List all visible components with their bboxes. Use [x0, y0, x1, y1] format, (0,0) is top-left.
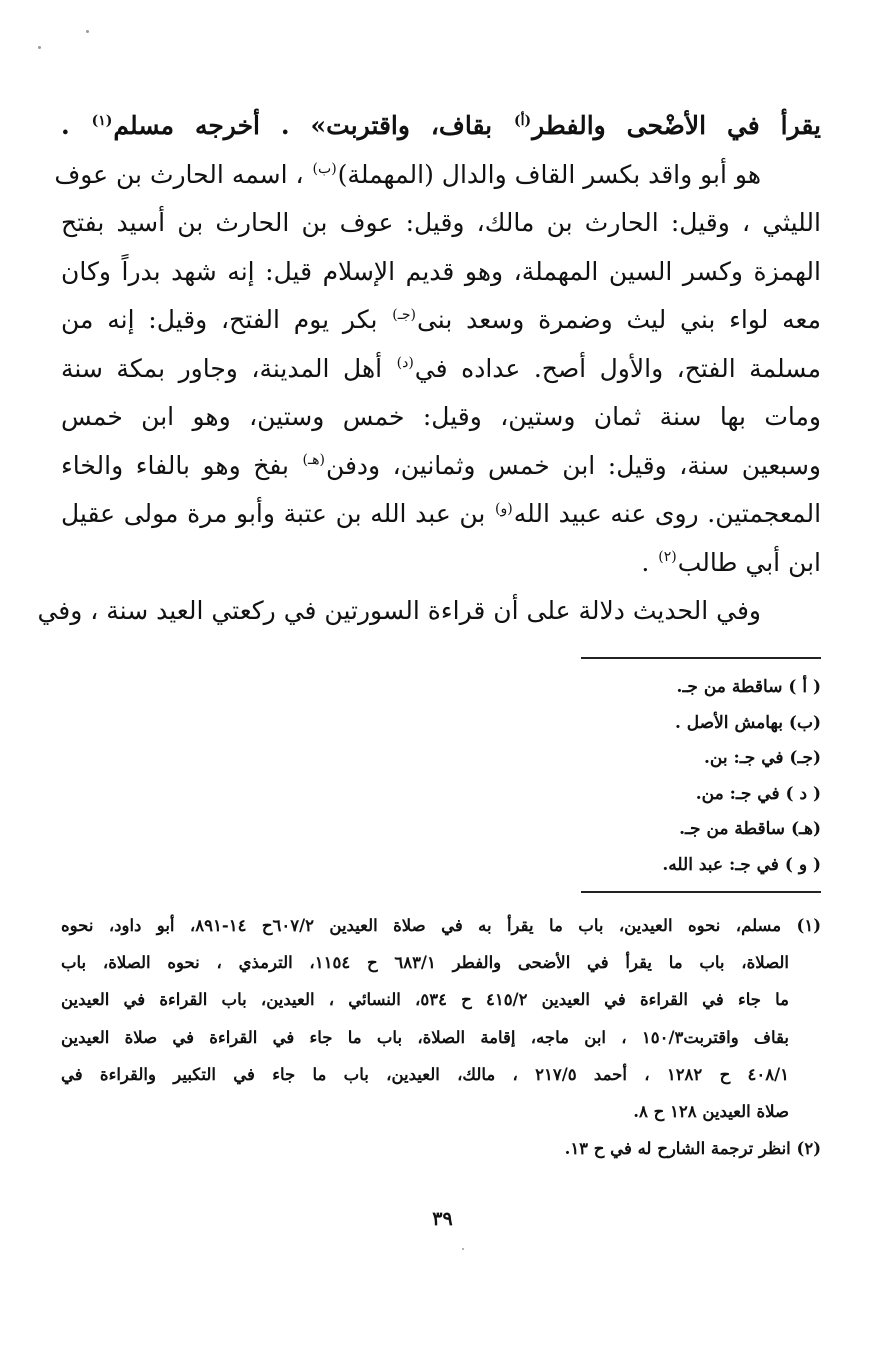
variant-marker: (د) — [396, 355, 414, 372]
footnote-1-line: الصلاة، باب ما يقرأ في الأضحى والفطر ٦٨٣/١ ح ١١٥٤، الترمذي ، نحوه الصلاة، باب — [61, 953, 789, 973]
scan-speck — [86, 30, 89, 33]
divider-rule — [581, 891, 821, 893]
variant-note: (هـ) ساقطة من جـ. — [679, 819, 821, 839]
footnote-1-line: بقاف واقتربت١٥٠/٣ ، ابن ماجه، إقامة الصلاة، باب ما جاء في القراءة في صلاة العيدين — [61, 1027, 789, 1047]
variant-marker: (جـ) — [392, 306, 416, 323]
scan-speck — [38, 46, 41, 49]
main-line-3: الليثي ، وقيل: الحارث بن مالك، وقيل: عوف بن الحارث بن أسيد بفتح — [61, 208, 821, 237]
main-line-9: المعجمتين. روى عنه عبيد الله$^{(و)}$ بن عبد الله بن عتبة وأبو مرة مولى عقيل — [61, 499, 822, 528]
main-line-2: هو أبو واقد بكسر القاف والدال (المهملة)$^{(ب)}$ ، اسمه الحارث بن عوف — [54, 159, 761, 189]
footnote-1-line: (١) مسلم، نحوه العيدين، باب ما يقرأ به في صلاة العيدين ٦٠٧/٢ح ١٤-٨٩١، أبو داود، نحوه — [61, 916, 821, 935]
main-line-8: وسبعين سنة، وقيل: ابن خمس وثمانين، ودفن$^{(هـ)}$ بفخ وهو بالفاء والخاء — [61, 450, 821, 480]
page-number: ٣٩ — [432, 1208, 453, 1230]
footnote-1-line: صلاة العيدين ١٢٨ ح ٨. — [633, 1102, 789, 1122]
main-line-6: مسلمة الفتح، والأول أصح. عداده في$^{(د)}$ أهل المدينة، وجاور بمكة سنة — [61, 353, 821, 383]
variant-note: ( و ) في جـ: عبد الله. — [662, 854, 821, 875]
variant-note: (ب) بهامش الأصل . — [674, 712, 821, 733]
scan-speck — [462, 1248, 464, 1250]
footnote-2: (٢) انظر ترجمة الشارح له في ح ١٣. — [564, 1139, 821, 1159]
footnote-1-line: ٤٠٨/١ ح ١٢٨٢ ، أحمد ٢١٧/٥ ، مالك، العيدين، باب ما جاء في التكبير والقراءة في — [61, 1064, 790, 1084]
divider-rule — [581, 657, 821, 659]
variant-marker: (أ) — [514, 112, 532, 129]
footnote-marker: (٢) — [658, 549, 677, 566]
variant-marker: (هـ) — [302, 452, 325, 469]
variant-note: ( أ ) ساقطة من جـ. — [676, 677, 821, 697]
main-line-7: ومات بها سنة ثمان وستين، وقيل: خمس وستين، وهو ابن خمس — [61, 402, 821, 431]
main-line-4: الهمزة وكسر السين المهملة، وهو قديم الإسلام قيل: إنه شهد بدراً وكان — [61, 256, 821, 286]
variant-note: (جـ) في جـ: بن. — [704, 748, 821, 768]
main-line-1: يقرأ في الأضْحى والفطر$^{(أ)}$ بقاف، واقتربت» . أخرجه مسلم$^{(١)}$ . — [61, 111, 821, 140]
variant-note: ( د ) في جـ: من. — [695, 783, 821, 804]
main-line-5: معه لواء بني ليث وضمرة وسعد بنى$^{(جـ)}$ بكر يوم الفتح، وقيل: إنه من — [61, 305, 821, 334]
variant-marker: (ب) — [312, 161, 337, 178]
variant-notes — [421, 670, 821, 883]
footnotes — [61, 907, 821, 1167]
main-line-11: وفي الحديث دلالة على أن قراءة السورتين في ركعتي العيد سنة ، وفي — [37, 596, 761, 625]
main-text — [37, 102, 822, 636]
footnote-1-line: ما جاء في القراءة في العيدين ٤١٥/٢ ح ٥٣٤، النسائي ، العيدين، باب القراءة في العيدين — [61, 990, 789, 1010]
footnote-marker: (١) — [91, 112, 113, 129]
variant-marker: (و) — [495, 500, 513, 517]
main-line-10: ابن أبي طالب$^{(٢)}$ . — [641, 547, 821, 577]
